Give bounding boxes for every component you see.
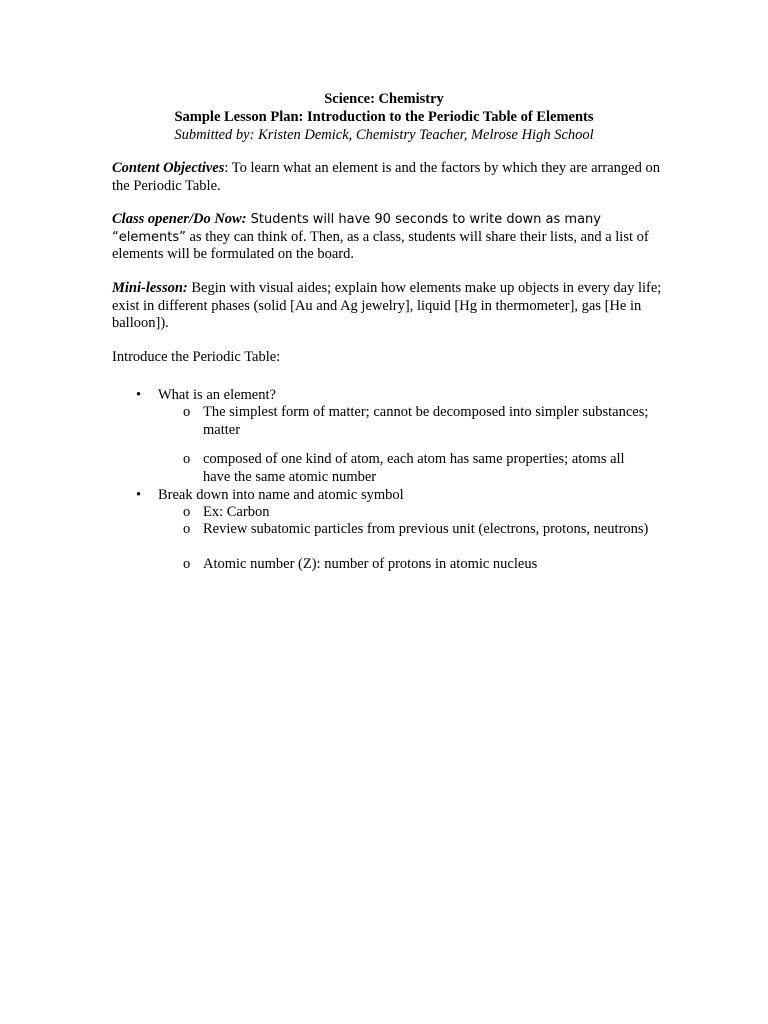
- class-opener-paragraph: [112, 211, 672, 264]
- sub-bullet-marker: o: [183, 556, 191, 572]
- sub-bullet-marker: o: [183, 451, 191, 467]
- outline-item-1-sub-2: composed of one kind of atom, each atom has same properties; atoms all have the same atomic number: [203, 451, 625, 485]
- bullet-marker: •: [136, 387, 142, 403]
- outline-item-2-sub-3: Atomic number (Z): number of protons in atomic nucleus: [203, 556, 538, 572]
- sub-bullet-marker: o: [183, 504, 191, 520]
- sub-bullet-marker: o: [183, 521, 191, 537]
- document-byline: Submitted by: Kristen Demick, Chemistry Teacher, Melrose High School: [174, 127, 594, 143]
- outline-item-1-sub-1: The simplest form of matter; cannot be decomposed into simpler substances; matter: [203, 404, 649, 438]
- sub-bullet-marker: o: [183, 404, 191, 420]
- outline-item-2-sub-2: Review subatomic particles from previous unit (electrons, protons, neutrons): [203, 521, 649, 537]
- mini-lesson-paragraph: [112, 280, 672, 333]
- content-objectives-text: : To learn what an element is and the factors by which they are arranged on the Periodic Table.: [112, 160, 660, 194]
- document-header: [0, 90, 768, 144]
- mini-lesson-label: Mini-lesson:: [112, 280, 188, 296]
- bullet-marker: •: [136, 487, 142, 503]
- content-objectives-paragraph: [112, 160, 672, 195]
- intro-paragraph: Introduce the Periodic Table:: [112, 349, 281, 365]
- class-opener-text-sans: Students will have 90 seconds to write down as many “elements”: [112, 212, 601, 245]
- class-opener-text: as they can think of. Then, as a class, students will share their lists, and a list of elements will be formulated on the board.: [112, 228, 649, 262]
- mini-lesson-text: Begin with visual aides; explain how elements make up objects in every day life; exist in different phases (solid [Au and Ag jewelry], liquid [Hg in thermometer], gas [He in balloon]).: [112, 280, 662, 331]
- outline-item-1: What is an element?: [158, 387, 276, 403]
- content-objectives-label: Content Objectives: [112, 160, 225, 176]
- outline-item-2: Break down into name and atomic symbol: [158, 487, 404, 503]
- outline-item-2-sub-1: Ex: Carbon: [203, 504, 270, 520]
- document-title: Science: Chemistry: [324, 91, 444, 107]
- document-subtitle: Sample Lesson Plan: Introduction to the Periodic Table of Elements: [174, 109, 594, 125]
- class-opener-label: Class opener/Do Now:: [112, 211, 247, 227]
